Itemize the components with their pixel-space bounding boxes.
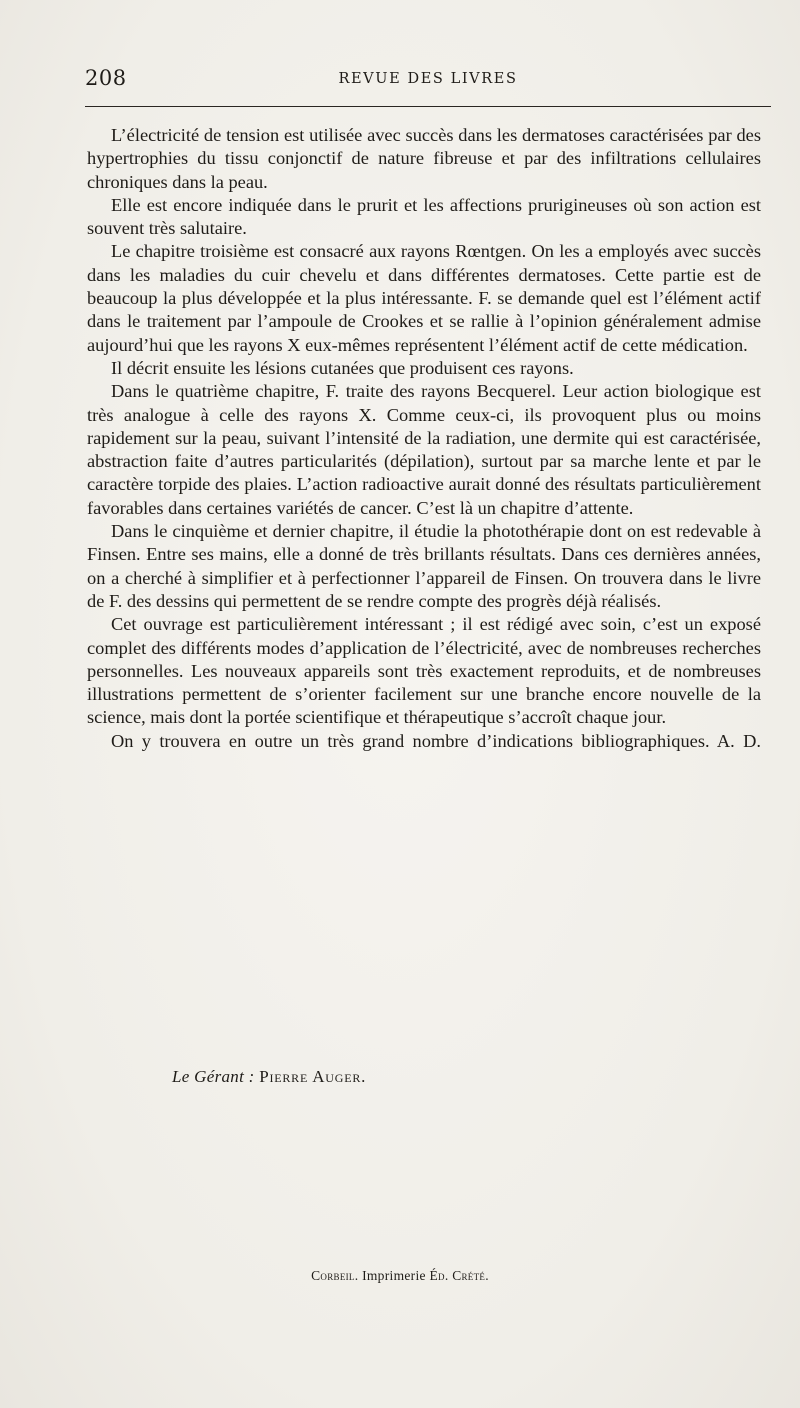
paragraph: L’électricité de tension est utilisée avec succès dans les dermatoses caractérisées par des hypertrophies du tissu conjonctif de nature fibreuse et par des infiltrations cellulaires chroniques dans la peau. [87, 125, 761, 192]
imprint-city: Corbeil. [311, 1268, 359, 1283]
page-header [85, 66, 771, 96]
imprint-printer: Éd. Crété. [429, 1268, 489, 1283]
final-paragraph-text: On y trouvera en outre un très grand nombre d’indications bibliographiques. [111, 730, 710, 751]
header-rule [85, 106, 771, 107]
printer-imprint [0, 1268, 800, 1284]
final-paragraph [87, 730, 761, 753]
gerant-line [172, 1067, 366, 1087]
paragraph: Dans le cinquième et dernier chapitre, il étudie la photothérapie dont on est redevable à Finsen. Entre ses mains, elle a donné de très brillants résultats. Dans ces dernières années, on a cherché à simplifier et à perfectionner l’appareil de Finsen. On trouvera dans le livre de F. des dessins qui permettent de se rendre compte des progrès déjà réalisés. [87, 521, 761, 611]
paragraph: Elle est encore indiquée dans le prurit et les affections prurigineuses où son action est souvent très salutaire. [87, 194, 761, 239]
gerant-name: Pierre Auger. [259, 1067, 367, 1086]
paragraph: Le chapitre troisième est consacré aux rayons Rœntgen. On les a employés avec succès dans les maladies du cuir chevelu et dans différentes dermatoses. Cette partie est de beaucoup la plus développée et la plus intéressante. F. se demande quel est l’élément actif dans le traitement par l’ampoule de Crookes et se rallie à l’opinion généralement admise aujourd’hui que les rayons X eux-mêmes représentent l’élément actif de cette médication. [87, 241, 761, 355]
page-number: 208 [85, 66, 127, 90]
paragraph: Il décrit ensuite les lésions cutanées que produisent ces rayons. [111, 357, 574, 378]
running-head: REVUE DES LIVRES [338, 71, 518, 87]
article-body [87, 124, 761, 753]
review-signature: A. D. [716, 730, 761, 751]
paragraph: Dans le quatrième chapitre, F. traite des rayons Becquerel. Leur action biologique est très analogue à celle des rayons X. Comme ceux-ci, ils provoquent plus ou moins rapidement sur la peau, suivant l’intensité de la radiation, une dermite qui est caractérisée, abstraction faite d’autres particularités (dépilation), surtout par sa marche lente et par le caractère torpide des plaies. L’action radioactive aurait donné des résultats particulièrement favorables dans certaines variétés de cancer. C’est là un chapitre d’attente. [87, 381, 761, 518]
paragraph: Cet ouvrage est particulièrement intéressant ; il est rédigé avec soin, c’est un exposé complet des différents modes d’application de l’électricité, avec de nombreuses recherches personnelles. Les nouveaux appareils sont très exactement reproduits, et de nombreuses illustrations permettent de s’orienter facilement sur une branche encore nouvelle de la science, mais dont la portée scientifique et thérapeutique s’accroît chaque jour. [87, 614, 761, 728]
gerant-label: Le Gérant : [172, 1067, 255, 1086]
imprint-text: Imprimerie [362, 1268, 426, 1283]
